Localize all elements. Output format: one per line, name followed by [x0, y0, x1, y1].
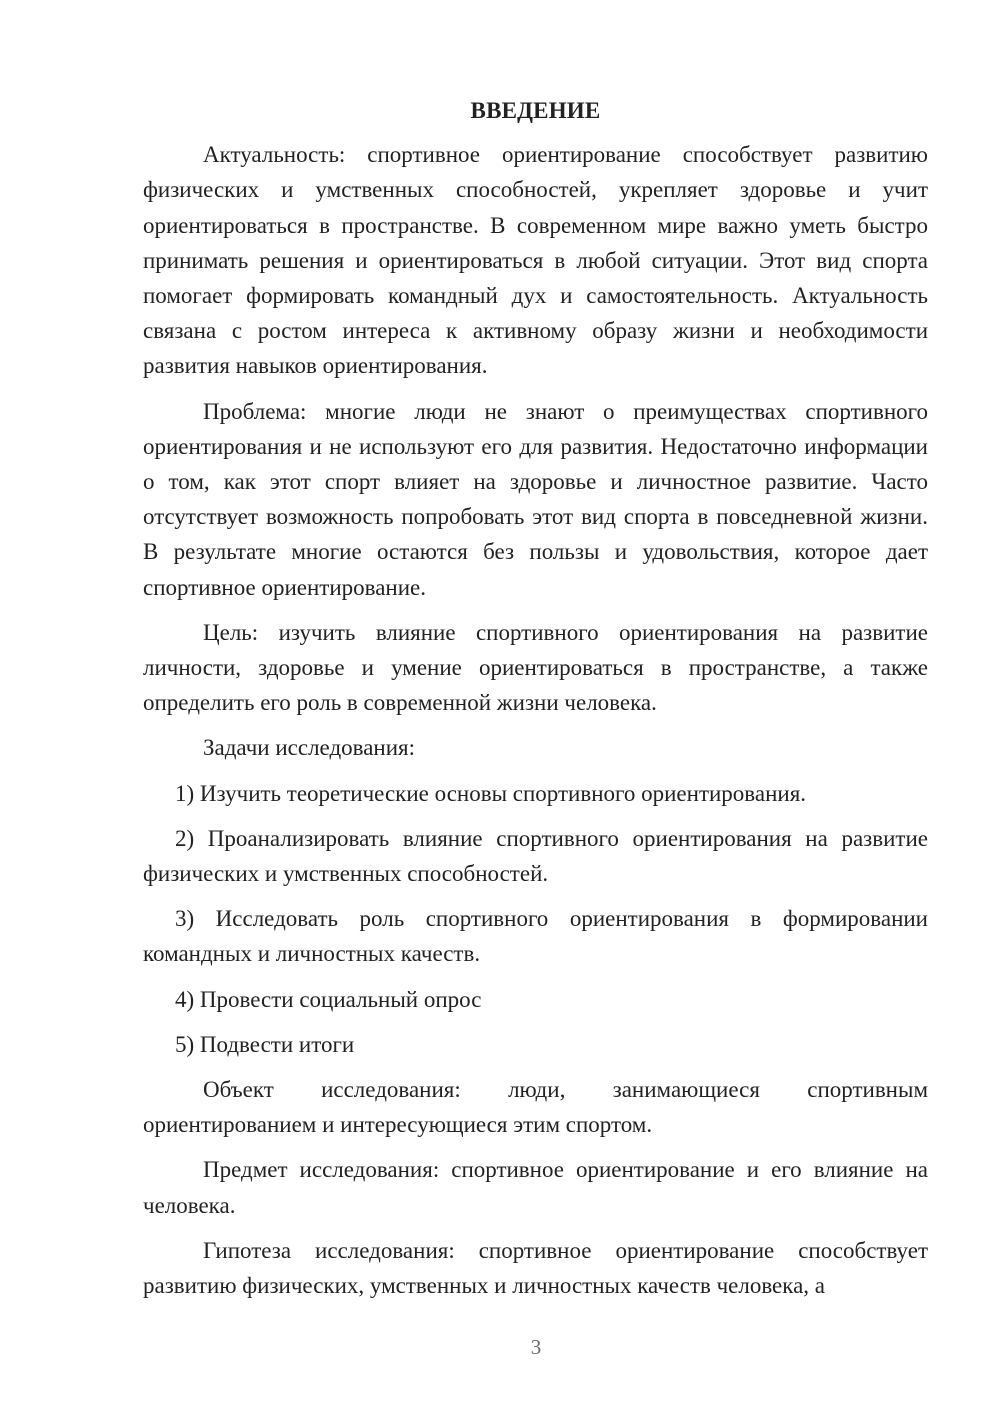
section-title: ВВЕДЕНИЕ [470, 98, 601, 123]
paragraph-relevance: Актуальность: спортивное ориентирование способствует развитию физических и умственных способностей, укрепляет здоровье и учит ориентироваться в пространстве. В современном мире важно уметь быстро принимать решения и ориентироваться в любой ситуации. Этот вид спорта помогает формировать командный дух и самостоятельность. Актуальность связана с ростом интереса к активному образу жизни и необходимости развития навыков ориентирования. [143, 142, 928, 379]
page-content [143, 93, 928, 1313]
task-item-5: 5) Подвести итоги [175, 1031, 355, 1057]
paragraph-object: Объект исследования: люди, занимающиеся спортивным ориентированием и интересующиеся этим спортом. [143, 1077, 928, 1138]
task-item-3: 3) Исследовать роль спортивного ориентирования в формировании командных и личностных качеств. [143, 906, 928, 967]
task-item-1: 1) Изучить теоретические основы спортивного ориентирования. [175, 780, 807, 806]
page-number: 3 [530, 1335, 542, 1359]
paragraph-hypothesis: Гипотеза исследования: спортивное ориентирование способствует развитию физических, умственных и личностных качеств человека, а [143, 1237, 928, 1299]
paragraph-problem: Проблема: многие люди не знают о преимуществах спортивного ориентирования и не используют его для развития. Недостаточно информации о том, как этот спорт влияет на здоровье и личностное развитие. Часто отсутствует возможность попробовать этот вид спорта в повседневной жизни. В результате многие остаются без пользы и удовольствия, которое дает спортивное ориентирование. [143, 398, 928, 600]
paragraph-goal: Цель: изучить влияние спортивного ориентирования на развитие личности, здоровье и умение ориентироваться в пространстве, а также определить его роль в современной жизни человека. [143, 619, 928, 716]
task-item-4: 4) Провести социальный опрос [175, 986, 482, 1012]
task-item-2: 2) Проанализировать влияние спортивного ориентирования на развитие физических и умственных способностей. [143, 825, 928, 887]
paragraph-subject: Предмет исследования: спортивное ориентирование и его влияние на человека. [143, 1157, 928, 1218]
tasks-heading: Задачи исследования: [203, 735, 416, 761]
